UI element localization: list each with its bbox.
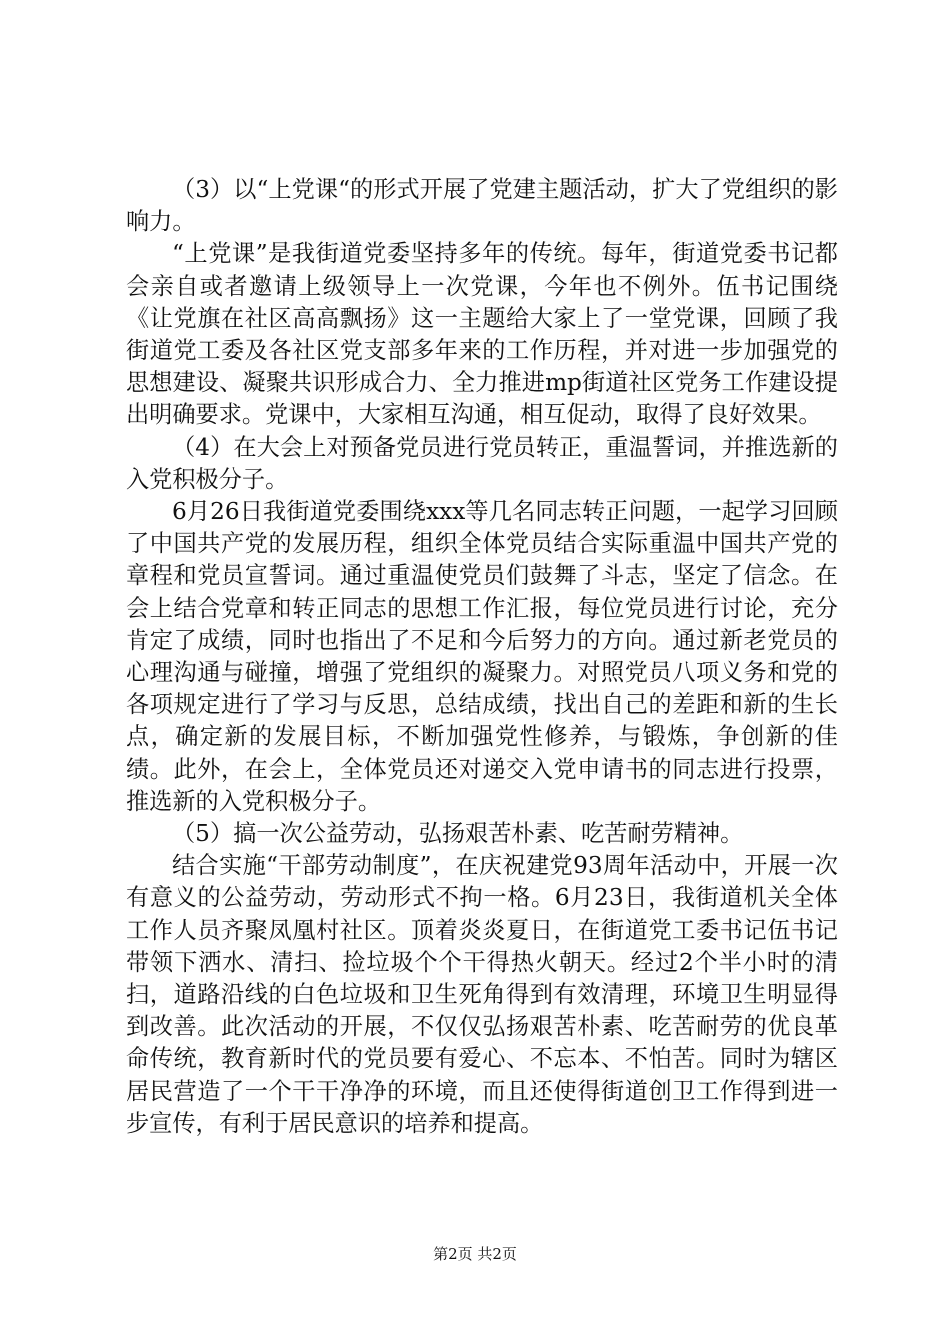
document-body [126,174,838,1140]
page-number-footer: 第2页 共2页 [433,1245,517,1263]
paragraph-public-labor-activity: 结合实施“干部劳动制度”，在庆祝建党93周年活动中，开展一次有意义的公益劳动，劳动形式不拘一格。6月23日，我街道机关全体工作人员齐聚凤凰村社区。顶着炎炎夏日，在街道党工委书记伍书记带领下洒水、清扫、捡垃圾个个干得热火朝天。经过2个半小时的清扫，道路沿线的白色垃圾和卫生死角得到有效清理，环境卫生明显得到改善。此次活动的开展，不仅仅弘扬艰苦朴素、吃苦耐劳的优良革命传统，教育新时代的党员要有爱心、不忘本、不怕苦。同时为辖区居民营造了一个干干净净的环境，而且还使得街道创卫工作得到进一步宣传，有利于居民意识的培养和提高。 [126,852,838,1137]
paragraph-member-conversion-meeting: 6月26日我街道党委围绕xxx等几名同志转正问题，一起学习回顾了中国共产党的发展历程，组织全体党员结合实际重温中国共产党的章程和党员宣誓词。通过重温使党员们鼓舞了斗志，坚定了信念。在会上结合党章和转正同志的思想工作汇报，每位党员进行讨论，充分肯定了成绩，同时也指出了不足和今后努力的方向。通过新老党员的心理沟通与碰撞，增强了党组织的凝聚力。对照党员八项义务和党的各项规定进行了学习与反思，总结成绩，找出自己的差距和新的生长点，确定新的发展目标，不断加强党性修养，与锻炼，争创新的佳绩。此外，在会上，全体党员还对递交入党申请书的同志进行投票，推选新的入党积极分子。 [126,498,838,815]
heading-item-5-public-labor: （5）搞一次公益劳动，弘扬艰苦朴素、吃苦耐劳精神。 [172,820,744,848]
paragraph-party-lecture-tradition: “上党课”是我街道党委坚持多年的传统。每年，街道党委书记都会亲自或者邀请上级领导上一次党课，今年也不例外。伍书记围绕《让党旗在社区高高飘扬》这一主题给大家上了一堂党课，回顾了我街道党工委及各社区党支部多年来的工作历程，并对进一步加强党的思想建设、凝聚共识形成合力、全力推进mp街道社区党务工作建设提出明确要求。党课中，大家相互沟通，相互促动，取得了良好效果。 [126,240,838,429]
heading-item-4-member-conversion: （4）在大会上对预备党员进行党员转正，重温誓词，并推选新的入党积极分子。 [126,433,838,493]
heading-item-3-party-lecture: （3）以“上党课“的形式开展了党建主题活动，扩大了党组织的影响力。 [126,176,838,236]
